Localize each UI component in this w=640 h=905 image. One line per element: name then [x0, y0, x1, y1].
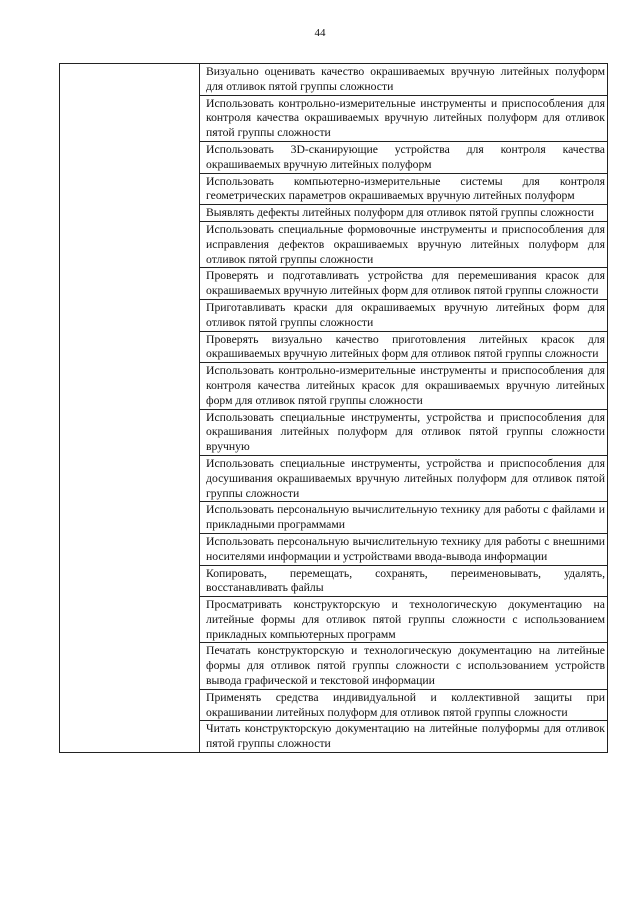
left-empty-cell	[60, 64, 200, 753]
skill-cell: Приготавливать краски для окрашиваемых вручную литейных форм для отливок пятой группы сложности	[200, 299, 608, 331]
page-number: 44	[314, 27, 326, 39]
skill-cell: Использовать 3D-сканирующие устройства для контроля качества окрашиваемых вручную литейных полуформ	[200, 141, 608, 173]
skill-cell: Читать конструкторскую документацию на литейные полуформы для отливок пятой группы сложности	[200, 721, 608, 753]
skill-cell: Использовать специальные формовочные инструменты и приспособления для исправления дефектов окрашиваемых вручную литейных полуформ для отливок пятой группы сложности	[200, 221, 608, 267]
skill-cell: Использовать специальные инструменты, устройства и приспособления для досушивания окрашиваемых вручную литейных полуформ для отливок пятой группы сложности	[200, 455, 608, 501]
skill-cell: Проверять и подготавливать устройства для перемешивания красок для окрашиваемых вручную литейных форм для отливок пятой группы сложности	[200, 268, 608, 300]
skill-cell: Использовать контрольно-измерительные инструменты и приспособления для контроля качества литейных красок для окрашиваемых вручную литейных форм для отливок пятой группы сложности	[200, 363, 608, 409]
skill-cell: Применять средства индивидуальной и коллективной защиты при окрашивании литейных полуформ для отливок пятой группы сложности	[200, 689, 608, 721]
skills-table	[59, 63, 608, 753]
skill-cell: Проверять визуально качество приготовления литейных красок для окрашиваемых вручную литейных форм для отливок пятой группы сложности	[200, 331, 608, 363]
skill-cell: Использовать персональную вычислительную технику для работы с файлами и прикладными программами	[200, 502, 608, 534]
skill-cell: Копировать, перемещать, сохранять, переименовывать, удалять, восстанавливать файлы	[200, 565, 608, 597]
skill-cell: Печатать конструкторскую и технологическую документацию на литейные формы для отливок пятой группы сложности с использованием устройств вывода графической и текстовой информации	[200, 643, 608, 689]
skill-cell: Использовать компьютерно-измерительные системы для контроля геометрических параметров окрашиваемых вручную литейных полуформ	[200, 173, 608, 205]
skill-cell: Визуально оценивать качество окрашиваемых вручную литейных полуформ для отливок пятой группы сложности	[200, 64, 608, 96]
skill-cell: Использовать специальные инструменты, устройства и приспособления для окрашивания литейных полуформ для отливок пятой группы сложности вручную	[200, 409, 608, 455]
skill-cell: Просматривать конструкторскую и технологическую документацию на литейные формы для отливок пятой группы сложности с использованием прикладных компьютерных программ	[200, 597, 608, 643]
skill-cell: Использовать персональную вычислительную технику для работы с внешними носителями информации и устройствами ввода-вывода информации	[200, 533, 608, 565]
skill-cell: Выявлять дефекты литейных полуформ для отливок пятой группы сложности	[200, 205, 608, 222]
table-row	[60, 64, 608, 96]
skill-cell: Использовать контрольно-измерительные инструменты и приспособления для контроля качества окрашиваемых вручную литейных полуформ для отливок пятой группы сложности	[200, 95, 608, 141]
